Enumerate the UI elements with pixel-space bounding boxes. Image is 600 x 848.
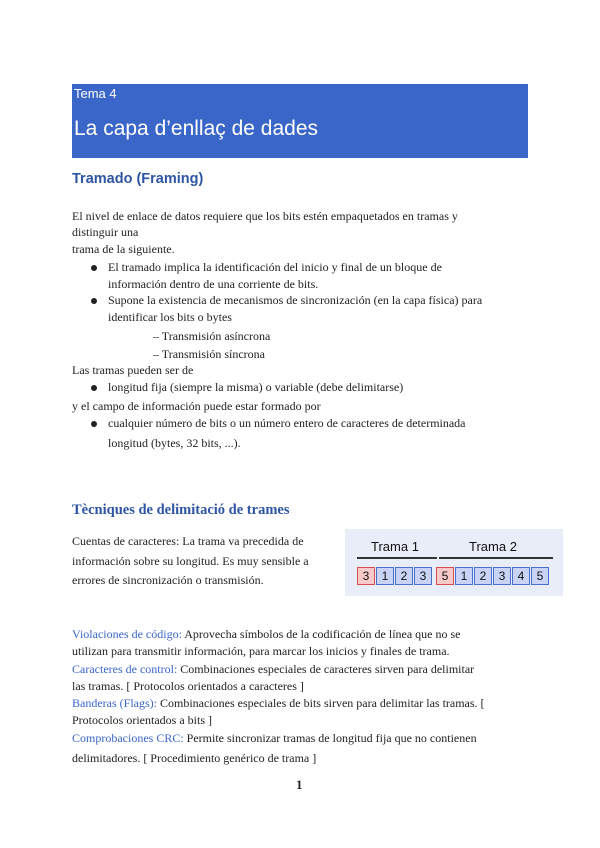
intro-text-line2: distinguir una: [72, 225, 139, 239]
cuentas-line3: errores de sincronización o transmisión.: [72, 573, 264, 587]
bullet2-line1: Supone la existencia de mecanismos de sincronización (en la capa física) para: [108, 293, 483, 307]
bullet1-line1: El tramado implica la identificación del inicio y final de un bloque de: [108, 260, 442, 274]
bullet2-line2: identificar los bits o bytes: [108, 310, 232, 324]
banderas-line1: [72, 695, 485, 712]
frame-cell: 5: [531, 567, 549, 585]
violaciones-line1: [72, 626, 461, 643]
section-heading-tecniques: Tècniques de delimitació de trames: [72, 502, 290, 518]
frame-cell: 2: [395, 567, 413, 585]
intro-text-line1: El nivel de enlace de datos requiere que los bits estén empaquetados en tramas y: [72, 209, 458, 223]
bullet3-text: longitud fija (siempre la misma) o variable (debe delimitarse): [108, 380, 404, 394]
violaciones-label: Violaciones de código:: [72, 627, 182, 641]
banderas-label: Banderas (Flags):: [72, 696, 157, 710]
frame-cell-count: 5: [436, 567, 454, 585]
bullet-dot: [91, 385, 97, 391]
bullet4-line2: longitud (bytes, 32 bits, ...).: [108, 436, 241, 450]
sub-item-sincrona: – Transmisión síncrona: [153, 347, 266, 361]
page-title: La capa d’enllaç de dades: [74, 117, 319, 140]
bullet-dot: [91, 298, 97, 304]
bullet4-line1: cualquier número de bits o un número entero de caracteres de determinada: [108, 416, 466, 430]
frame-cell: 3: [414, 567, 432, 585]
caracteres-line1: [72, 661, 474, 678]
frame1-label: Trama 1: [371, 539, 419, 554]
page-number: 1: [296, 777, 303, 792]
frame2-label: Trama 2: [469, 539, 517, 554]
crc-line2: delimitadores. [ Procedimiento genérico de trama ]: [72, 751, 317, 765]
caracteres-text: Combinaciones especiales de caracteres sirven para delimitar: [177, 662, 475, 676]
bullet-dot: [91, 265, 97, 271]
bullet-dot: [91, 421, 97, 427]
section-heading-tramado: Tramado (Framing): [72, 171, 204, 187]
crc-label: Comprobaciones CRC:: [72, 731, 184, 745]
frame-cell: 1: [455, 567, 473, 585]
topic-label: Tema 4: [74, 86, 117, 101]
caracteres-line2: las tramas. [ Protocolos orientados a caracteres ]: [72, 679, 304, 693]
bullet1-line2: información dentro de una corriente de bits.: [108, 277, 319, 291]
sub-item-asincrona: – Transmisión asíncrona: [153, 329, 271, 343]
frame2-brace: [439, 557, 553, 559]
violaciones-line2: utilizan para transmitir información, para marcar los inicios y finales de trama.: [72, 644, 450, 658]
frame-cell: 3: [493, 567, 511, 585]
frame-cell: 2: [474, 567, 492, 585]
intro-text-line3: trama de la siguiente.: [72, 242, 175, 256]
cuentas-line2: información sobre su longitud. Es muy sensible a: [72, 554, 309, 568]
frame-cell-count: 3: [357, 567, 375, 585]
crc-text: Permite sincronizar tramas de longitud fija que no contienen: [183, 731, 477, 745]
cuentas-line1: Cuentas de caracteres: La trama va precedida de: [72, 534, 304, 548]
character-count-figure: [345, 529, 563, 596]
frame-cell: 4: [512, 567, 530, 585]
frame-cell: 1: [376, 567, 394, 585]
banderas-text: Combinaciones especiales de bits sirven para delimitar las tramas. [: [156, 696, 485, 710]
tramas-intro: Las tramas pueden ser de: [72, 363, 194, 377]
title-banner: [72, 84, 528, 158]
crc-line1: [72, 730, 477, 747]
frame1-brace: [357, 557, 437, 559]
violaciones-text: Aprovecha símbolos de la codificación de línea que no se: [181, 627, 461, 641]
caracteres-label: Caracteres de control:: [72, 662, 178, 676]
banderas-line2: Protocolos orientados a bits ]: [72, 713, 212, 727]
campo-intro: y el campo de información puede estar formado por: [72, 399, 321, 413]
